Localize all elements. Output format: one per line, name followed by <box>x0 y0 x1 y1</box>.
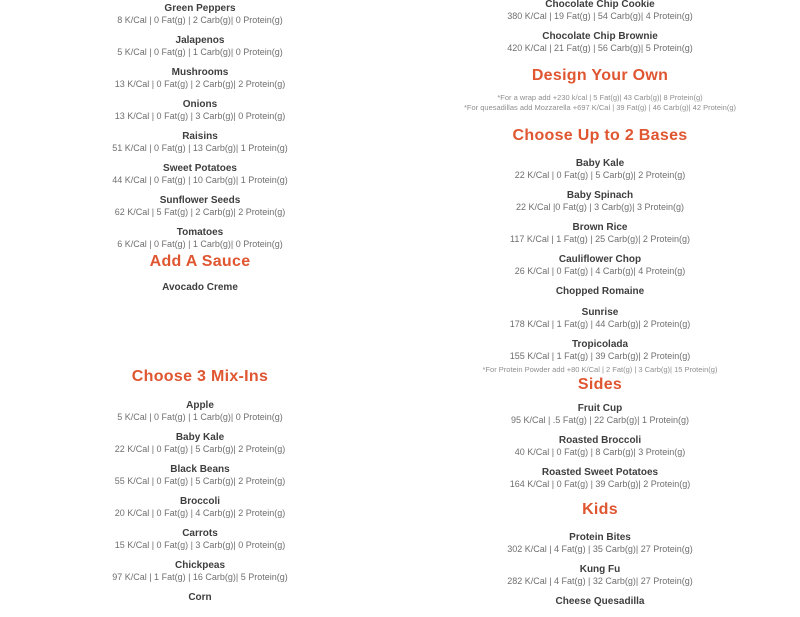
menu-item <box>30 3 370 26</box>
item-nutrition: 6 K/Cal | 0 Fat(g) | 1 Carb(g)| 0 Protein(g) <box>117 239 283 249</box>
item-nutrition: 282 K/Cal | 4 Fat(g) | 32 Carb(g)| 27 Protein(g) <box>507 576 693 586</box>
bases-section-title: Choose Up to 2 Bases <box>512 127 688 144</box>
item-nutrition: 117 K/Cal | 1 Fat(g) | 25 Carb(g)| 2 Protein(g) <box>510 234 690 244</box>
item-name: Chickpeas <box>174 560 226 571</box>
item-nutrition: 22 K/Cal | 0 Fat(g) | 5 Carb(g)| 2 Protein(g) <box>514 170 686 180</box>
menu-item <box>425 435 775 458</box>
menu-item <box>425 158 775 181</box>
item-name: Broccoli <box>179 496 220 507</box>
menu-item <box>425 31 775 54</box>
item-name: Baby Kale <box>575 158 625 169</box>
protein-powder-note: *For Protein Powder add +80 K/Cal | 2 Fat(g) | 3 Carb(g)| 15 Protein(g) <box>482 365 718 374</box>
menu-item <box>30 195 370 218</box>
quesadilla-note: *For quesadillas add Mozzarella +697 K/Cal | 39 Fat(g) | 46 Carb(g)| 42 Protein(g) <box>463 103 737 112</box>
menu-item <box>425 190 775 213</box>
menu-item <box>425 403 775 426</box>
mixins-section-title: Choose 3 Mix-Ins <box>131 368 269 385</box>
mixins-list <box>30 400 370 613</box>
item-nutrition: 420 K/Cal | 21 Fat(g) | 56 Carb(g)| 5 Protein(g) <box>507 43 693 53</box>
item-nutrition: 55 K/Cal | 0 Fat(g) | 5 Carb(g)| 2 Protein(g) <box>114 476 286 486</box>
item-name: Sweet Potatoes <box>163 163 237 174</box>
item-nutrition: 15 K/Cal | 0 Fat(g) | 3 Carb(g)| 0 Protein(g) <box>114 540 286 550</box>
item-name: Baby Spinach <box>566 190 634 201</box>
item-name: Apple <box>186 400 214 411</box>
item-nutrition: 95 K/Cal | .5 Fat(g) | 22 Carb(g)| 1 Protein(g) <box>510 415 690 425</box>
item-name: Kung Fu <box>579 564 621 575</box>
item-name: Cheese Quesadilla <box>555 596 645 607</box>
item-nutrition: 22 K/Cal | 0 Fat(g) | 5 Carb(g)| 2 Protein(g) <box>114 444 286 454</box>
item-nutrition: 22 K/Cal |0 Fat(g) | 3 Carb(g)| 3 Protein(g) <box>515 202 685 212</box>
item-nutrition: 5 K/Cal | 0 Fat(g) | 1 Carb(g)| 0 Protein(g) <box>117 47 283 57</box>
item-name: Avocado Creme <box>162 282 238 293</box>
item-name: Green Peppers <box>164 3 236 14</box>
menu-item <box>30 131 370 154</box>
menu-item <box>425 0 775 22</box>
item-name: Chocolate Chip Cookie <box>545 0 655 10</box>
item-nutrition: 44 K/Cal | 0 Fat(g) | 10 Carb(g)| 1 Protein(g) <box>112 175 288 185</box>
item-nutrition: 13 K/Cal | 0 Fat(g) | 3 Carb(g)| 0 Protein(g) <box>114 111 286 121</box>
item-name: Sunflower Seeds <box>159 195 241 206</box>
toppings-list <box>30 3 370 259</box>
sauce-section-title: Add A Sauce <box>149 253 251 270</box>
item-name: Raisins <box>182 131 218 142</box>
menu-item <box>30 163 370 186</box>
item-name: Corn <box>188 592 212 603</box>
item-nutrition: 13 K/Cal | 0 Fat(g) | 2 Carb(g)| 2 Protein(g) <box>114 79 286 89</box>
menu-item <box>30 464 370 487</box>
item-nutrition: 380 K/Cal | 19 Fat(g) | 54 Carb(g)| 4 Protein(g) <box>507 11 693 21</box>
menu-item <box>425 467 775 490</box>
menu-item <box>425 532 775 555</box>
wrap-note: *For a wrap add +230 k/cal | 5 Fat(g)| 43 Carb(g)| 8 Protein(g) <box>497 93 703 102</box>
item-nutrition: 62 K/Cal | 5 Fat(g) | 2 Carb(g)| 2 Protein(g) <box>114 207 286 217</box>
menu-item <box>425 286 775 298</box>
item-name: Onions <box>182 99 218 110</box>
item-name: Protein Bites <box>569 532 631 543</box>
item-nutrition: 302 K/Cal | 4 Fat(g) | 35 Carb(g)| 27 Protein(g) <box>507 544 693 554</box>
item-name: Chopped Romaine <box>555 286 645 297</box>
sides-list <box>425 403 775 499</box>
bases-list <box>425 158 775 371</box>
item-name: Tomatoes <box>176 227 224 238</box>
item-name: Tropicolada <box>571 339 629 350</box>
item-nutrition: 155 K/Cal | 1 Fat(g) | 39 Carb(g)| 2 Protein(g) <box>509 351 691 361</box>
desserts-list <box>425 0 775 63</box>
menu-item <box>425 222 775 245</box>
kids-section-title: Kids <box>582 501 618 518</box>
right-column <box>425 0 775 607</box>
item-nutrition: 26 K/Cal | 0 Fat(g) | 4 Carb(g)| 4 Protein(g) <box>514 266 686 276</box>
item-nutrition: 8 K/Cal | 0 Fat(g) | 2 Carb(g)| 0 Protein(g) <box>117 15 283 25</box>
menu-item <box>425 596 775 608</box>
sides-section-title: Sides <box>577 376 623 393</box>
item-nutrition: 164 K/Cal | 0 Fat(g) | 39 Carb(g)| 2 Protein(g) <box>509 479 691 489</box>
menu-item <box>30 400 370 423</box>
menu-item <box>30 67 370 90</box>
menu-item <box>30 560 370 583</box>
item-name: Brown Rice <box>572 222 628 233</box>
menu-item <box>30 282 370 294</box>
menu-item <box>425 254 775 277</box>
item-name: Baby Kale <box>175 432 225 443</box>
menu-item <box>30 35 370 58</box>
item-nutrition: 97 K/Cal | 1 Fat(g) | 16 Carb(g)| 5 Protein(g) <box>112 572 288 582</box>
menu-item <box>30 432 370 455</box>
item-name: Fruit Cup <box>577 403 623 414</box>
sauce-list <box>30 282 370 303</box>
item-nutrition: 51 K/Cal | 0 Fat(g) | 13 Carb(g)| 1 Protein(g) <box>112 143 288 153</box>
item-name: Black Beans <box>170 464 230 475</box>
menu-item <box>425 307 775 330</box>
design-notes <box>425 93 775 113</box>
menu-item <box>30 496 370 519</box>
menu-item <box>30 227 370 250</box>
item-nutrition: 5 K/Cal | 0 Fat(g) | 1 Carb(g)| 0 Protein(g) <box>117 412 283 422</box>
item-name: Jalapenos <box>175 35 225 46</box>
item-nutrition: 20 K/Cal | 0 Fat(g) | 4 Carb(g)| 2 Protein(g) <box>114 508 286 518</box>
item-nutrition: 40 K/Cal | 0 Fat(g) | 8 Carb(g)| 3 Protein(g) <box>514 447 686 457</box>
item-name: Mushrooms <box>171 67 229 78</box>
item-name: Cauliflower Chop <box>558 254 642 265</box>
item-name: Roasted Broccoli <box>558 435 642 446</box>
menu-item <box>30 528 370 551</box>
item-nutrition: 178 K/Cal | 1 Fat(g) | 44 Carb(g)| 2 Protein(g) <box>509 319 691 329</box>
item-name: Sunrise <box>581 307 619 318</box>
menu-item <box>30 99 370 122</box>
menu-item <box>425 339 775 362</box>
item-name: Roasted Sweet Potatoes <box>541 467 659 478</box>
design-section-title: Design Your Own <box>531 67 669 84</box>
menu-item <box>30 592 370 604</box>
kids-list <box>425 532 775 617</box>
item-name: Carrots <box>182 528 218 539</box>
item-name: Chocolate Chip Brownie <box>542 31 658 42</box>
menu-item <box>425 564 775 587</box>
left-column <box>30 0 370 603</box>
